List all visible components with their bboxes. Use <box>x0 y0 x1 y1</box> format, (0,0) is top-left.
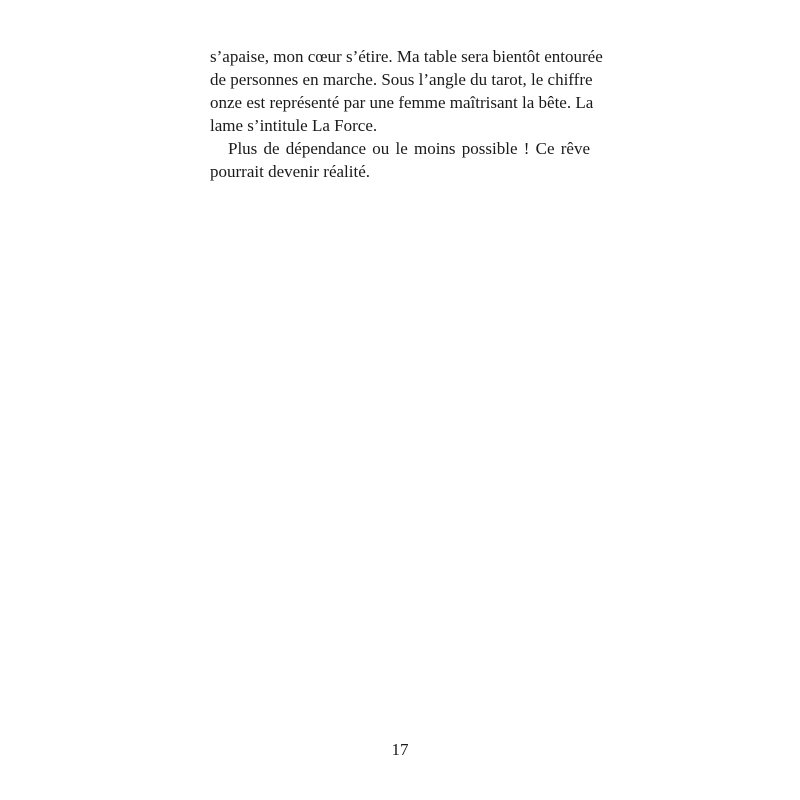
text-line: pourrait devenir réalité. <box>210 162 371 181</box>
text-line: Plus de dépendance ou le moins possible ! Ce rêve <box>228 139 590 158</box>
page-number: 17 <box>391 740 409 759</box>
paragraph-1 <box>210 45 603 137</box>
text-line: lame s’intitule La Force. <box>210 116 378 135</box>
text-line: s’apaise, mon cœur s’étire. Ma table sera bientôt entourée <box>210 47 603 66</box>
body-text <box>210 45 603 183</box>
text-line: onze est représenté par une femme maîtrisant la bête. La <box>210 93 594 112</box>
text-line: de personnes en marche. Sous l’angle du tarot, le chiffre <box>210 70 593 89</box>
paragraph-2 <box>210 137 590 183</box>
